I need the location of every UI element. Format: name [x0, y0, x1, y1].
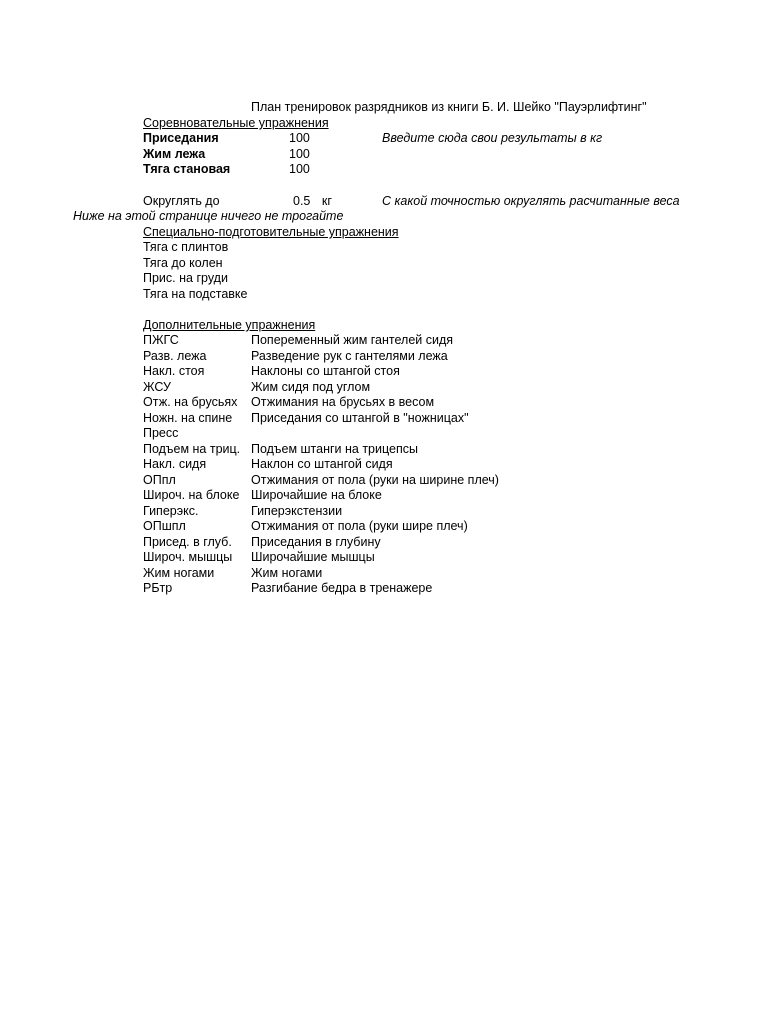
rounding-label: Округлять до [143, 194, 220, 208]
additional-abbr: ПЖГС [143, 333, 179, 347]
additional-full: Отжимания на брусьях в весом [251, 395, 435, 409]
additional-full: Жим сидя под углом [251, 380, 371, 394]
additional-full: Подъем штанги на трицепсы [251, 442, 418, 456]
warning-text: Ниже на этой странице ничего не трогайте [73, 209, 344, 223]
additional-abbr: Ножн. на спине [143, 411, 233, 425]
additional-full: Широчайшие на блоке [251, 488, 382, 502]
additional-full: Попеременный жим гантелей сидя [251, 333, 454, 347]
additional-abbr: Широч. мышцы [143, 550, 233, 564]
special-header: Специально-подготовительные упражнения [143, 225, 399, 239]
additional-full: Отжимания от пола (руки шире плеч) [251, 519, 468, 533]
additional-full: Наклоны со штангой стоя [251, 364, 400, 378]
additional-header: Дополнительные упражнения [143, 318, 316, 332]
additional-abbr: Накл. стоя [143, 364, 205, 378]
additional-abbr: Накл. сидя [143, 457, 207, 471]
additional-abbr: ОПшпл [143, 519, 186, 533]
additional-abbr: Гиперэкс. [143, 504, 199, 518]
competitive-note: Введите сюда свои результаты в кг [382, 131, 603, 145]
additional-full: Приседания в глубину [251, 535, 381, 549]
additional-abbr: Широч. на блоке [143, 488, 240, 502]
rounding-note: С какой точностью округлять расчитанные веса [382, 194, 680, 208]
competitive-item-name: Жим лежа [143, 147, 206, 161]
rounding-unit: кг [321, 194, 332, 208]
special-item: Тяга на подставке [143, 287, 248, 301]
rounding-value[interactable]: 0.5 [293, 194, 311, 208]
competitive-item-name: Тяга становая [143, 162, 231, 176]
additional-full: Гиперэкстензии [251, 504, 343, 518]
additional-full: Широчайшие мышцы [251, 550, 375, 564]
special-item: Прис. на груди [143, 271, 228, 285]
special-item: Тяга до колен [143, 256, 223, 270]
additional-abbr: ОПпл [143, 473, 176, 487]
additional-full: Жим ногами [251, 566, 323, 580]
additional-full: Разведение рук с гантелями лежа [251, 349, 448, 363]
additional-abbr: ЖСУ [143, 380, 171, 394]
competitive-item-name: Приседания [143, 131, 219, 145]
additional-abbr: Подъем на триц. [143, 442, 241, 456]
additional-full: Отжимания от пола (руки на ширине плеч) [251, 473, 499, 487]
additional-abbr: Пресс [143, 426, 179, 440]
page-title: План тренировок разрядников из книги Б. И. Шейко "Пауэрлифтинг" [251, 100, 647, 114]
additional-abbr: Разв. лежа [143, 349, 207, 363]
additional-abbr: Отж. на брусьях [143, 395, 238, 409]
additional-abbr: Присед. в глуб. [143, 535, 232, 549]
special-item: Тяга с плинтов [143, 240, 229, 254]
additional-abbr: РБтр [143, 581, 173, 595]
rounding-value-group[interactable] [293, 194, 332, 210]
additional-full: Наклон со штангой сидя [251, 457, 393, 471]
competitive-item-value[interactable]: 100 [289, 162, 310, 176]
competitive-item-value[interactable]: 100 [289, 147, 310, 161]
competitive-item-value[interactable]: 100 [289, 131, 310, 145]
additional-abbr: Жим ногами [143, 566, 215, 580]
competitive-header: Соревновательные упражнения [143, 116, 329, 130]
additional-full: Разгибание бедра в тренажере [251, 581, 433, 595]
additional-full: Приседания со штангой в "ножницах" [251, 411, 469, 425]
